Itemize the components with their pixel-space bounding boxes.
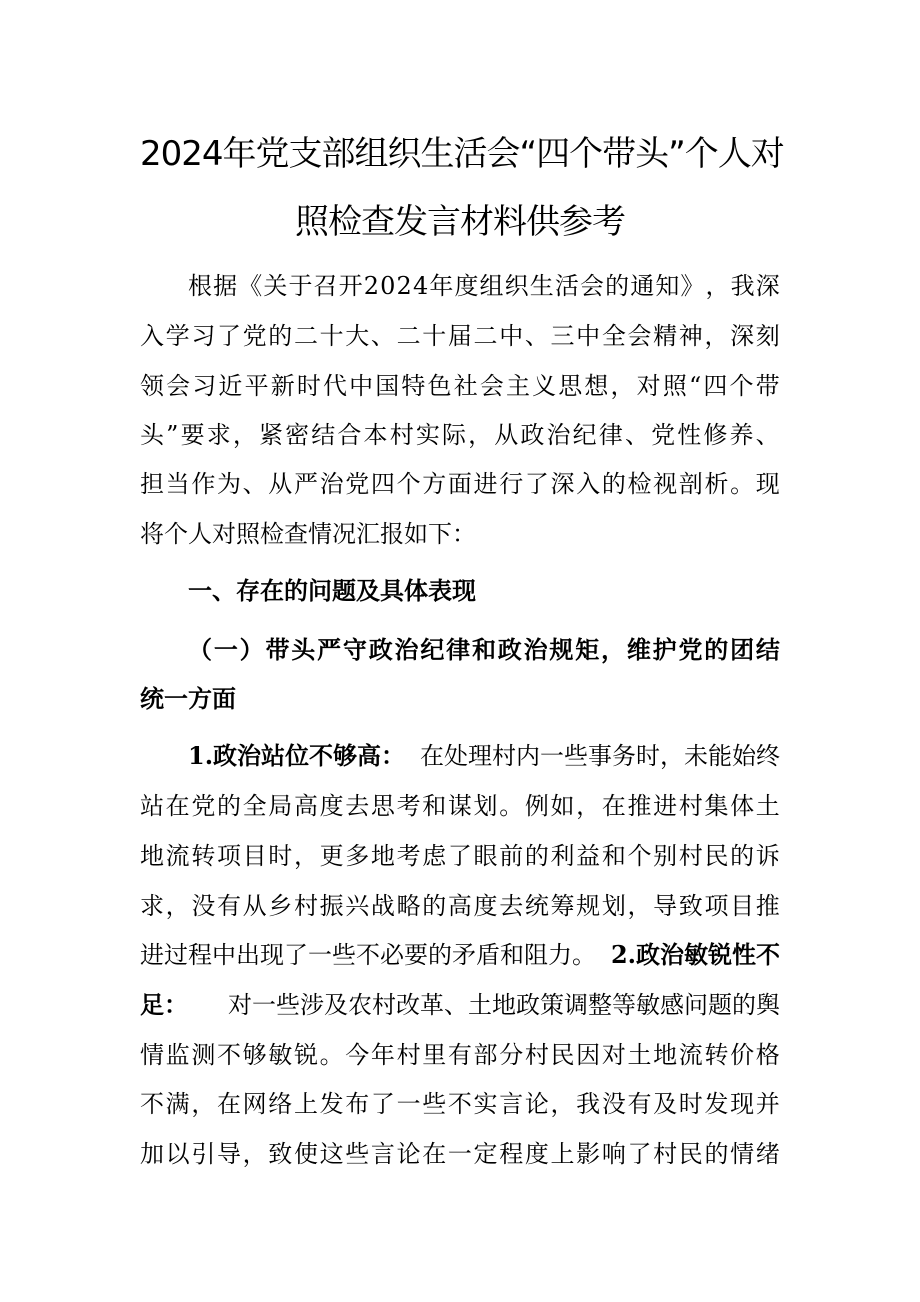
item-2-text: 对一些涉及农村改革、土地政策调整等敏感问题的舆 (228, 991, 780, 1019)
item-2-line (140, 985, 780, 1025)
item-1-label: 1.政治站位不够高： (188, 741, 406, 770)
body-line: 加 以 引 导 ， 致 使 这 些 言 论 在 一 定 程 度 上 影 响 了 村 民 的 情 绪 (140, 1140, 780, 1168)
intro-paragraph-line: 根 据 《 关 于 召 开 2 0 2 4 年 度 组 织 生 活 会 的 通 知 》 ， 我 深 (188, 272, 780, 300)
body-line: 情 监 测 不 够 敏 锐 。 今 年 村 里 有 部 分 村 民 因 对 土 地 流 转 价 格 (140, 1041, 780, 1069)
intro-paragraph-line: 担 当 作 为 、 从 严 治 党 四 个 方 面 进 行 了 深 入 的 检 视 剖 析 。 现 (140, 470, 780, 498)
subsection-heading-line: （ 一 ） 带 头 严 守 政 治 纪 律 和 政 治 规 矩 ， 维 护 党 的 团 结 (188, 635, 780, 664)
item-2-label: 2.政治敏锐性不 (610, 940, 780, 969)
body-line: 地 流 转 项 目 时 ， 更 多 地 考 虑 了 眼 前 的 利 益 和 个 别 村 民 的 诉 (140, 842, 780, 870)
body-line: 不 满 ， 在 网 络 上 发 布 了 一 些 不 实 言 论 ， 我 没 有 及 时 发 现 并 (140, 1090, 780, 1118)
intro-paragraph-line: 领 会 习 近 平 新 时 代 中 国 特 色 社 会 主 义 思 想 ， 对 照 “ 四 个 带 (140, 372, 780, 400)
intro-paragraph-line: 入 学 习 了 党 的 二 十 大 、 二 十 届 二 中 、 三 中 全 会 精 神 ， 深 刻 (140, 322, 780, 350)
intro-paragraph-line: 头 ” 要 求 ， 紧 密 结 合 本 村 实 际 ， 从 政 治 纪 律 、 党 性 修 养 、 (140, 421, 780, 449)
document-title-line-2: 照检查发言材料供参考 (295, 202, 625, 242)
item-1-end-text: 进过程中出现了一些不必要的矛盾和阻力。 (140, 941, 596, 969)
item-1-text: 在处理村内一些事务时，未能始终 (420, 742, 780, 770)
subsection-heading-line: 统一方面 (140, 684, 236, 713)
item-1-first-line (140, 736, 780, 776)
body-line: 求 ， 没 有 从 乡 村 振 兴 战 略 的 高 度 去 统 筹 规 划 ， 导 致 项 目 推 (140, 892, 780, 920)
item-1-end-line (140, 935, 780, 975)
item-2-label-continued: 足： (140, 990, 188, 1019)
document-title-line-1: 2024年党支部组织生活会“四个带头”个人对 (140, 134, 784, 174)
intro-paragraph-line: 将个人对照检查情况汇报如下： (140, 520, 476, 548)
body-line: 站 在 党 的 全 局 高 度 去 思 考 和 谋 划 。 例 如 ， 在 推 进 村 集 体 土 (140, 792, 780, 820)
section-heading: 一、存在的问题及具体表现 (188, 576, 476, 605)
